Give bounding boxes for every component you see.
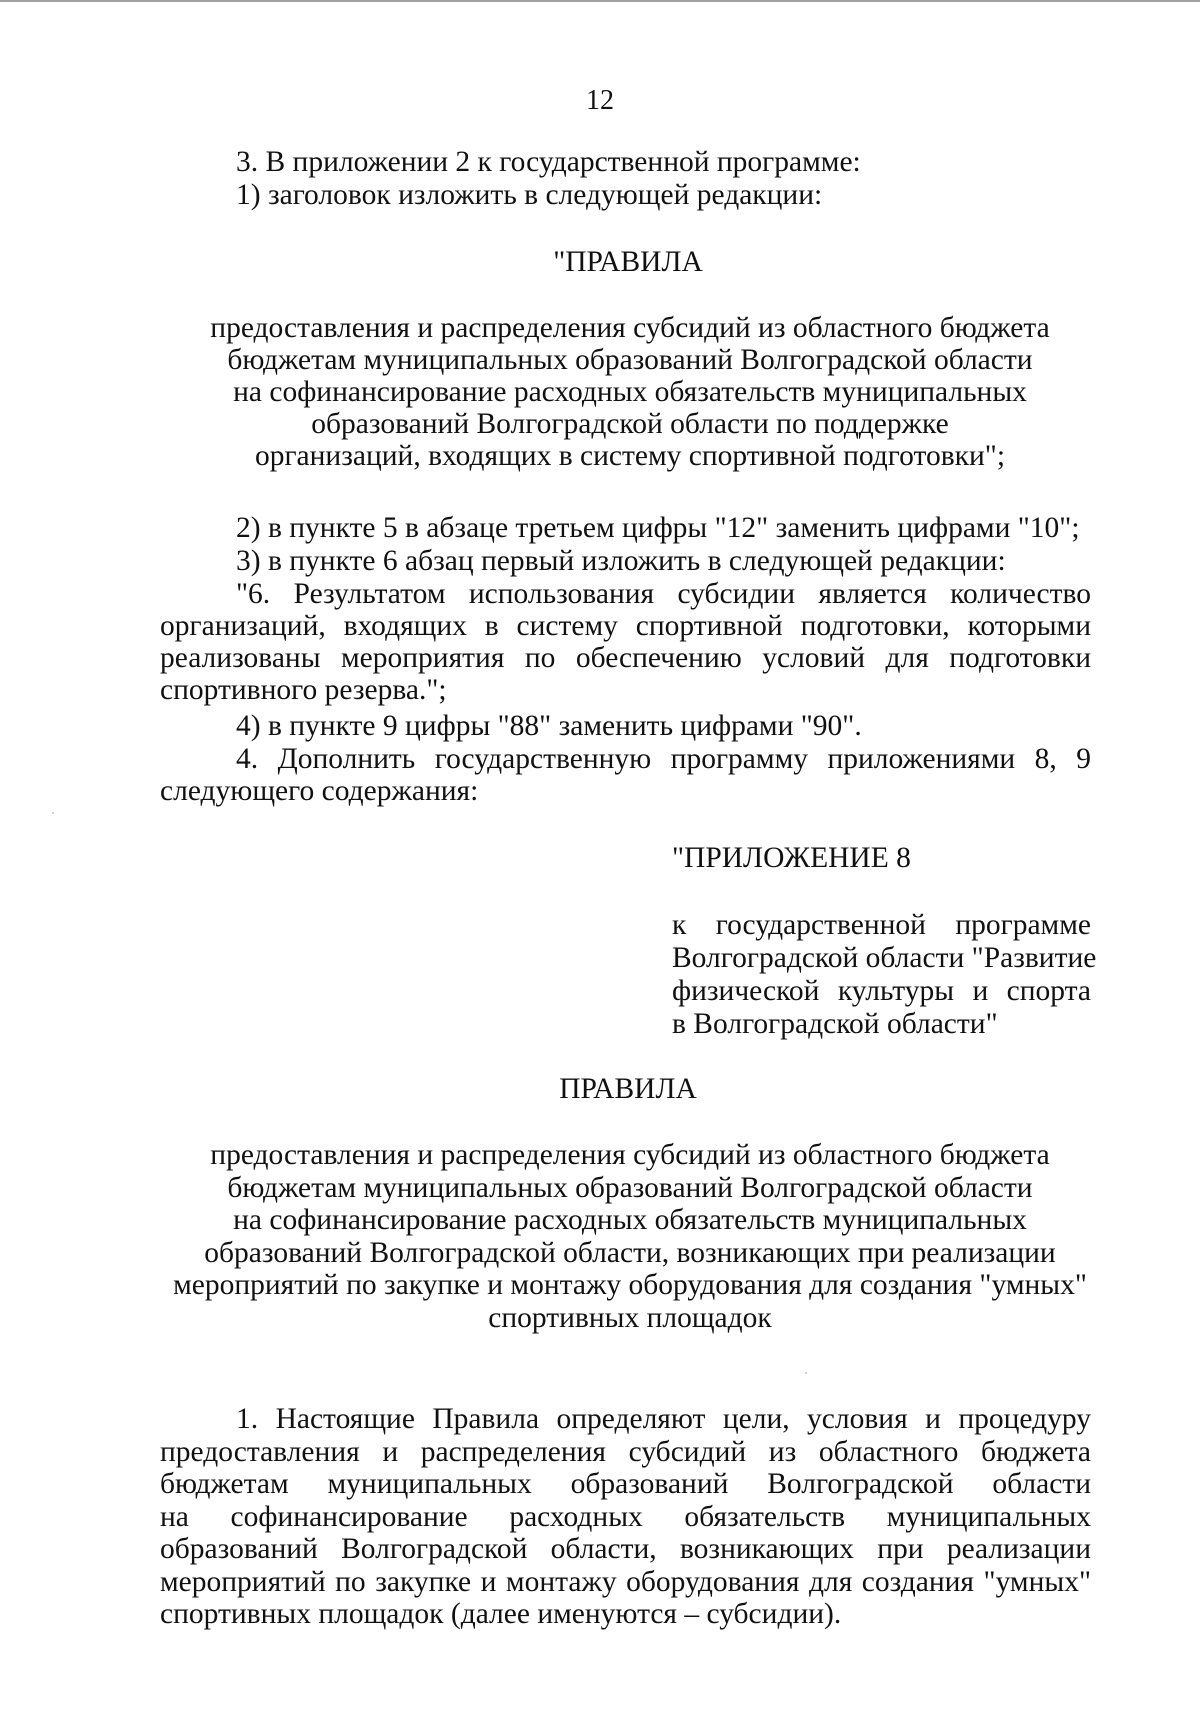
clause-1-line: на софинансирование расходных обязательств муниципальных <box>160 1500 1091 1533</box>
rules-2-heading-line: предоставления и распределения субсидий из областного бюджета <box>210 1139 1050 1171</box>
appendix-8-reference <box>672 909 1097 1041</box>
paragraph-6-line: спортивного резерва."; <box>160 674 447 706</box>
rules-2-heading <box>160 1139 1100 1334</box>
amendment-4: 4) в пункте 9 цифры "88" заменить цифрами "90". <box>236 710 862 742</box>
rules-1-heading-line: образований Волгоградской области по поддержке <box>311 408 949 440</box>
scan-top-edge <box>0 0 1200 2</box>
appendix-8-reference-line: в Волгоградской области" <box>672 1008 998 1040</box>
clause-1-line: 1. Настоящие Правила определяют цели, условия и процедуру <box>236 1403 1091 1435</box>
clause-1-line: бюджетам муниципальных образований Волгоградской области <box>160 1468 1091 1500</box>
amendment-2: 2) в пункте 5 в абзаце третьем цифры "12" заменить цифрами "10"; <box>236 512 1080 544</box>
clause-1-line: предоставления и распределения субсидий из областного бюджета <box>160 1435 1091 1468</box>
appendix-8-reference-line: физической культуры и спорта <box>672 975 1091 1007</box>
paragraph-6-line: "6. Результатом использования субсидии является количество <box>236 578 1091 610</box>
appendix-8-title: "ПРИЛОЖЕНИЕ 8 <box>672 842 911 874</box>
section-3-item: 3. В приложении 2 к государственной программе: <box>236 146 861 178</box>
paragraph-6 <box>160 578 1091 706</box>
rules-2-title: ПРАВИЛА <box>559 1073 697 1105</box>
section-4-item <box>160 743 1091 807</box>
rules-2-heading-line: на софинансирование расходных обязательств муниципальных <box>233 1204 1027 1236</box>
rules-1-heading-line: на софинансирование расходных обязательств муниципальных <box>233 376 1027 408</box>
section-4-line: 4. Дополнить государственную программу приложениями 8, 9 <box>236 743 1091 775</box>
rules-2-heading-line: мероприятий по закупке и монтажу оборудования для создания "умных" <box>173 1269 1087 1301</box>
rules-2-heading-line: образований Волгоградской области, возникающих при реализации <box>204 1236 1056 1269</box>
rules-2-heading-line: бюджетам муниципальных образований Волгоградской области <box>227 1171 1033 1204</box>
scan-speck <box>52 812 54 814</box>
rules-1-heading-line: бюджетам муниципальных образований Волгоградской области <box>227 344 1033 376</box>
appendix-8-reference-line: Волгоградской области "Развитие <box>672 942 1097 974</box>
rules-1-heading-line: предоставления и распределения субсидий из областного бюджета <box>210 312 1050 344</box>
clause-1-line: мероприятий по закупке и монтажу оборудования для создания "умных" <box>160 1565 1091 1598</box>
section-3-subitem-1: 1) заголовок изложить в следующей редакции: <box>236 179 823 211</box>
rules-1-title: "ПРАВИЛА <box>553 246 703 278</box>
clause-1 <box>160 1403 1091 1631</box>
rules-1-heading <box>160 312 1100 472</box>
amendment-3: 3) в пункте 6 абзац первый изложить в следующей редакции: <box>236 545 1006 577</box>
paragraph-6-line: организаций, входящих в систему спортивной подготовки, которыми <box>160 610 1091 642</box>
page-number: 12 <box>586 85 614 116</box>
section-4-line: следующего содержания: <box>160 775 479 807</box>
rules-2-heading-line: спортивных площадок <box>488 1301 772 1334</box>
rules-1-heading-line: организаций, входящих в систему спортивной подготовки"; <box>254 440 1006 472</box>
scan-speck <box>805 1372 807 1374</box>
clause-1-line: спортивных площадок (далее именуются – субсидии). <box>160 1598 842 1630</box>
clause-1-line: образований Волгоградской области, возникающих при реализации <box>160 1533 1091 1565</box>
paragraph-6-line: реализованы мероприятия по обеспечению условий для подготовки <box>160 642 1091 674</box>
appendix-8-reference-line: к государственной программе <box>672 909 1091 941</box>
